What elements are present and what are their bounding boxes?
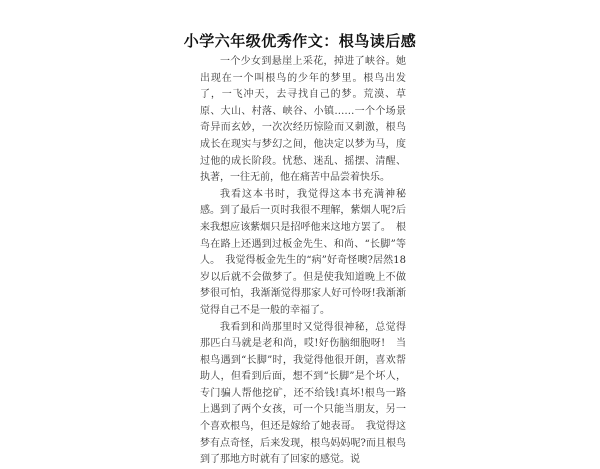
paragraph-2: 我看这本书时，我觉得这本书充满神秘感。到了最后一页时我很不理解，紫烟人呢?后来我想应该紫烟只是招呼他来这地方罢了。 根鸟在路上还遇到过板金先生、和尚、“长脚”等人。 我觉得板金先生的“病”好奇怪噢?居然18岁以后就不会做梦了。但是使我知道晚上不做梦很可怕，我渐渐觉得那家人好可怜呀!我渐渐觉得自己不是一般的幸福了。 bbox=[200, 188, 406, 316]
document-body bbox=[200, 54, 406, 469]
paragraph-1: 一个少女到悬崖上采花，掉进了峡谷。她出现在一个叫根鸟的少年的梦里。根鸟出发了，一飞冲天，去寻找自己的梦。荒漠、草原、大山、村落、峡谷、小镇……一个个场景奇异而玄妙，一次次经历惊险而又刺激，根鸟成长在现实与梦幻之间，他决定以梦为马，度过他的成长阶段。忧愁、迷乱、摇摆、清醒、执著，一往无前，他在痛苦中品尝着快乐。 bbox=[200, 56, 406, 184]
paragraph-3: 我看到和尚那里时又觉得很神秘，总觉得那匹白马就是老和尚，哎!好伤脑细胞呀! 当根鸟遇到“长脚”时，我觉得他很开朗，喜欢帮助人，但看到后面，想不到“长脚”是个坏人，专门骗人帮他挖矿，还不给钱!真坏!根鸟一路上遇到了两个女孩，可一个只能当朋友，另一个喜欢根鸟，但还是嫁给了她表哥。 我觉得这梦有点奇怪，后来发现，根鸟妈妈呢?而且根鸟到了那地方时就有了回家的感觉。说 bbox=[200, 321, 406, 466]
document-title: 小学六年级优秀作文：根鸟读后感 bbox=[183, 32, 417, 50]
